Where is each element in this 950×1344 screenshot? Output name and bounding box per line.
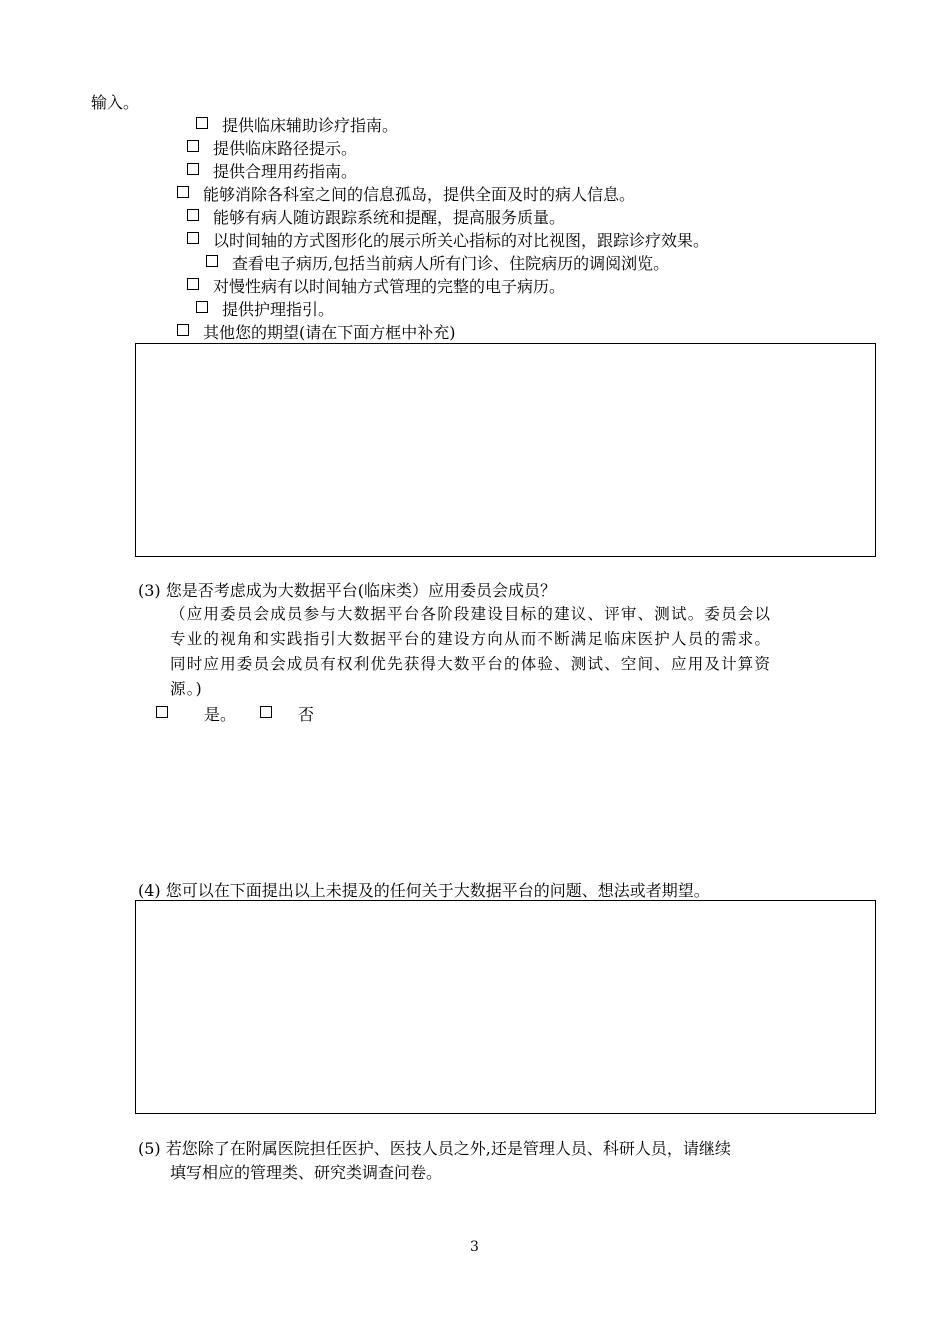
option-nursing-guide[interactable] <box>196 299 334 321</box>
checkbox[interactable] <box>187 163 199 175</box>
q3-note-line: （应用委员会成员参与大数据平台各阶段建设目标的建议、评审、测试。委员会以 <box>170 605 772 623</box>
checkbox[interactable] <box>206 255 218 267</box>
checkbox[interactable] <box>177 324 189 336</box>
q5-line-2: 填写相应的管理类、研究类调查问卷。 <box>170 1163 443 1182</box>
page-number: 3 <box>470 1239 479 1255</box>
q3-no-option[interactable] <box>260 704 314 726</box>
q5-line-1: (5) 若您除了在附属医院担任医护、医技人员之外,还是管理人员、科研人员，请继续 <box>138 1139 731 1158</box>
checkbox[interactable] <box>156 706 168 718</box>
checkbox[interactable] <box>196 301 208 313</box>
q4-question: (4) 您可以在下面提出以上未提及的任何关于大数据平台的问题、想法或者期望。 <box>138 881 710 900</box>
checkbox[interactable] <box>187 232 199 244</box>
q3-note-line: 专业的视角和实践指引大数据平台的建设方向从而不断满足临床医护人员的需求。 <box>170 630 772 648</box>
option-followup[interactable] <box>187 207 565 229</box>
option-label: 提供合理用药指南。 <box>213 162 358 181</box>
q3-yes-option[interactable] <box>156 704 236 726</box>
q3-note-line: 同时应用委员会成员有权利优先获得大数平台的体验、测试、空间、应用及计算资 <box>170 655 772 673</box>
option-emr-view[interactable] <box>206 253 669 275</box>
checkbox[interactable] <box>260 706 272 718</box>
q4-feedback-textbox[interactable] <box>135 900 876 1114</box>
option-timeline-view[interactable] <box>187 230 709 252</box>
option-label: 其他您的期望(请在下面方框中补充) <box>203 323 456 342</box>
option-label: 提供临床路径提示。 <box>213 139 358 158</box>
option-label: 能够消除各科室之间的信息孤岛，提供全面及时的病人信息。 <box>203 185 636 204</box>
option-other[interactable] <box>177 322 456 344</box>
checkbox[interactable] <box>187 278 199 290</box>
option-medication-guide[interactable] <box>187 161 357 183</box>
option-label: 提供临床辅助诊疗指南。 <box>222 116 399 135</box>
checkbox[interactable] <box>177 186 189 198</box>
intro-text: 输入。 <box>91 93 140 112</box>
no-label: 否 <box>298 705 315 724</box>
checkbox[interactable] <box>187 209 199 221</box>
option-label: 对慢性病有以时间轴方式管理的完整的电子病历。 <box>213 277 566 296</box>
q3-note <box>170 602 771 702</box>
option-label: 能够有病人随访跟踪系统和提醒，提高服务质量。 <box>213 208 566 227</box>
option-clinical-path[interactable] <box>187 138 357 160</box>
q3-question: (3) 您是否考虑成为大数据平台(临床类）应用委员会成员？ <box>138 581 556 600</box>
option-label: 以时间轴的方式图形化的展示所关心指标的对比视图，跟踪诊疗效果。 <box>213 231 710 250</box>
other-expectations-textbox[interactable] <box>135 343 876 557</box>
q3-note-line: 源。) <box>170 680 203 698</box>
option-info-silo[interactable] <box>177 184 635 206</box>
checkbox[interactable] <box>196 117 208 129</box>
option-label: 提供护理指引。 <box>222 300 335 319</box>
option-clinical-guide[interactable] <box>196 115 398 137</box>
yes-label: 是。 <box>204 705 237 724</box>
checkbox[interactable] <box>187 140 199 152</box>
option-label: 查看电子病历,包括当前病人所有门诊、住院病历的调阅浏览。 <box>232 254 670 273</box>
option-chronic-emr[interactable] <box>187 276 565 298</box>
